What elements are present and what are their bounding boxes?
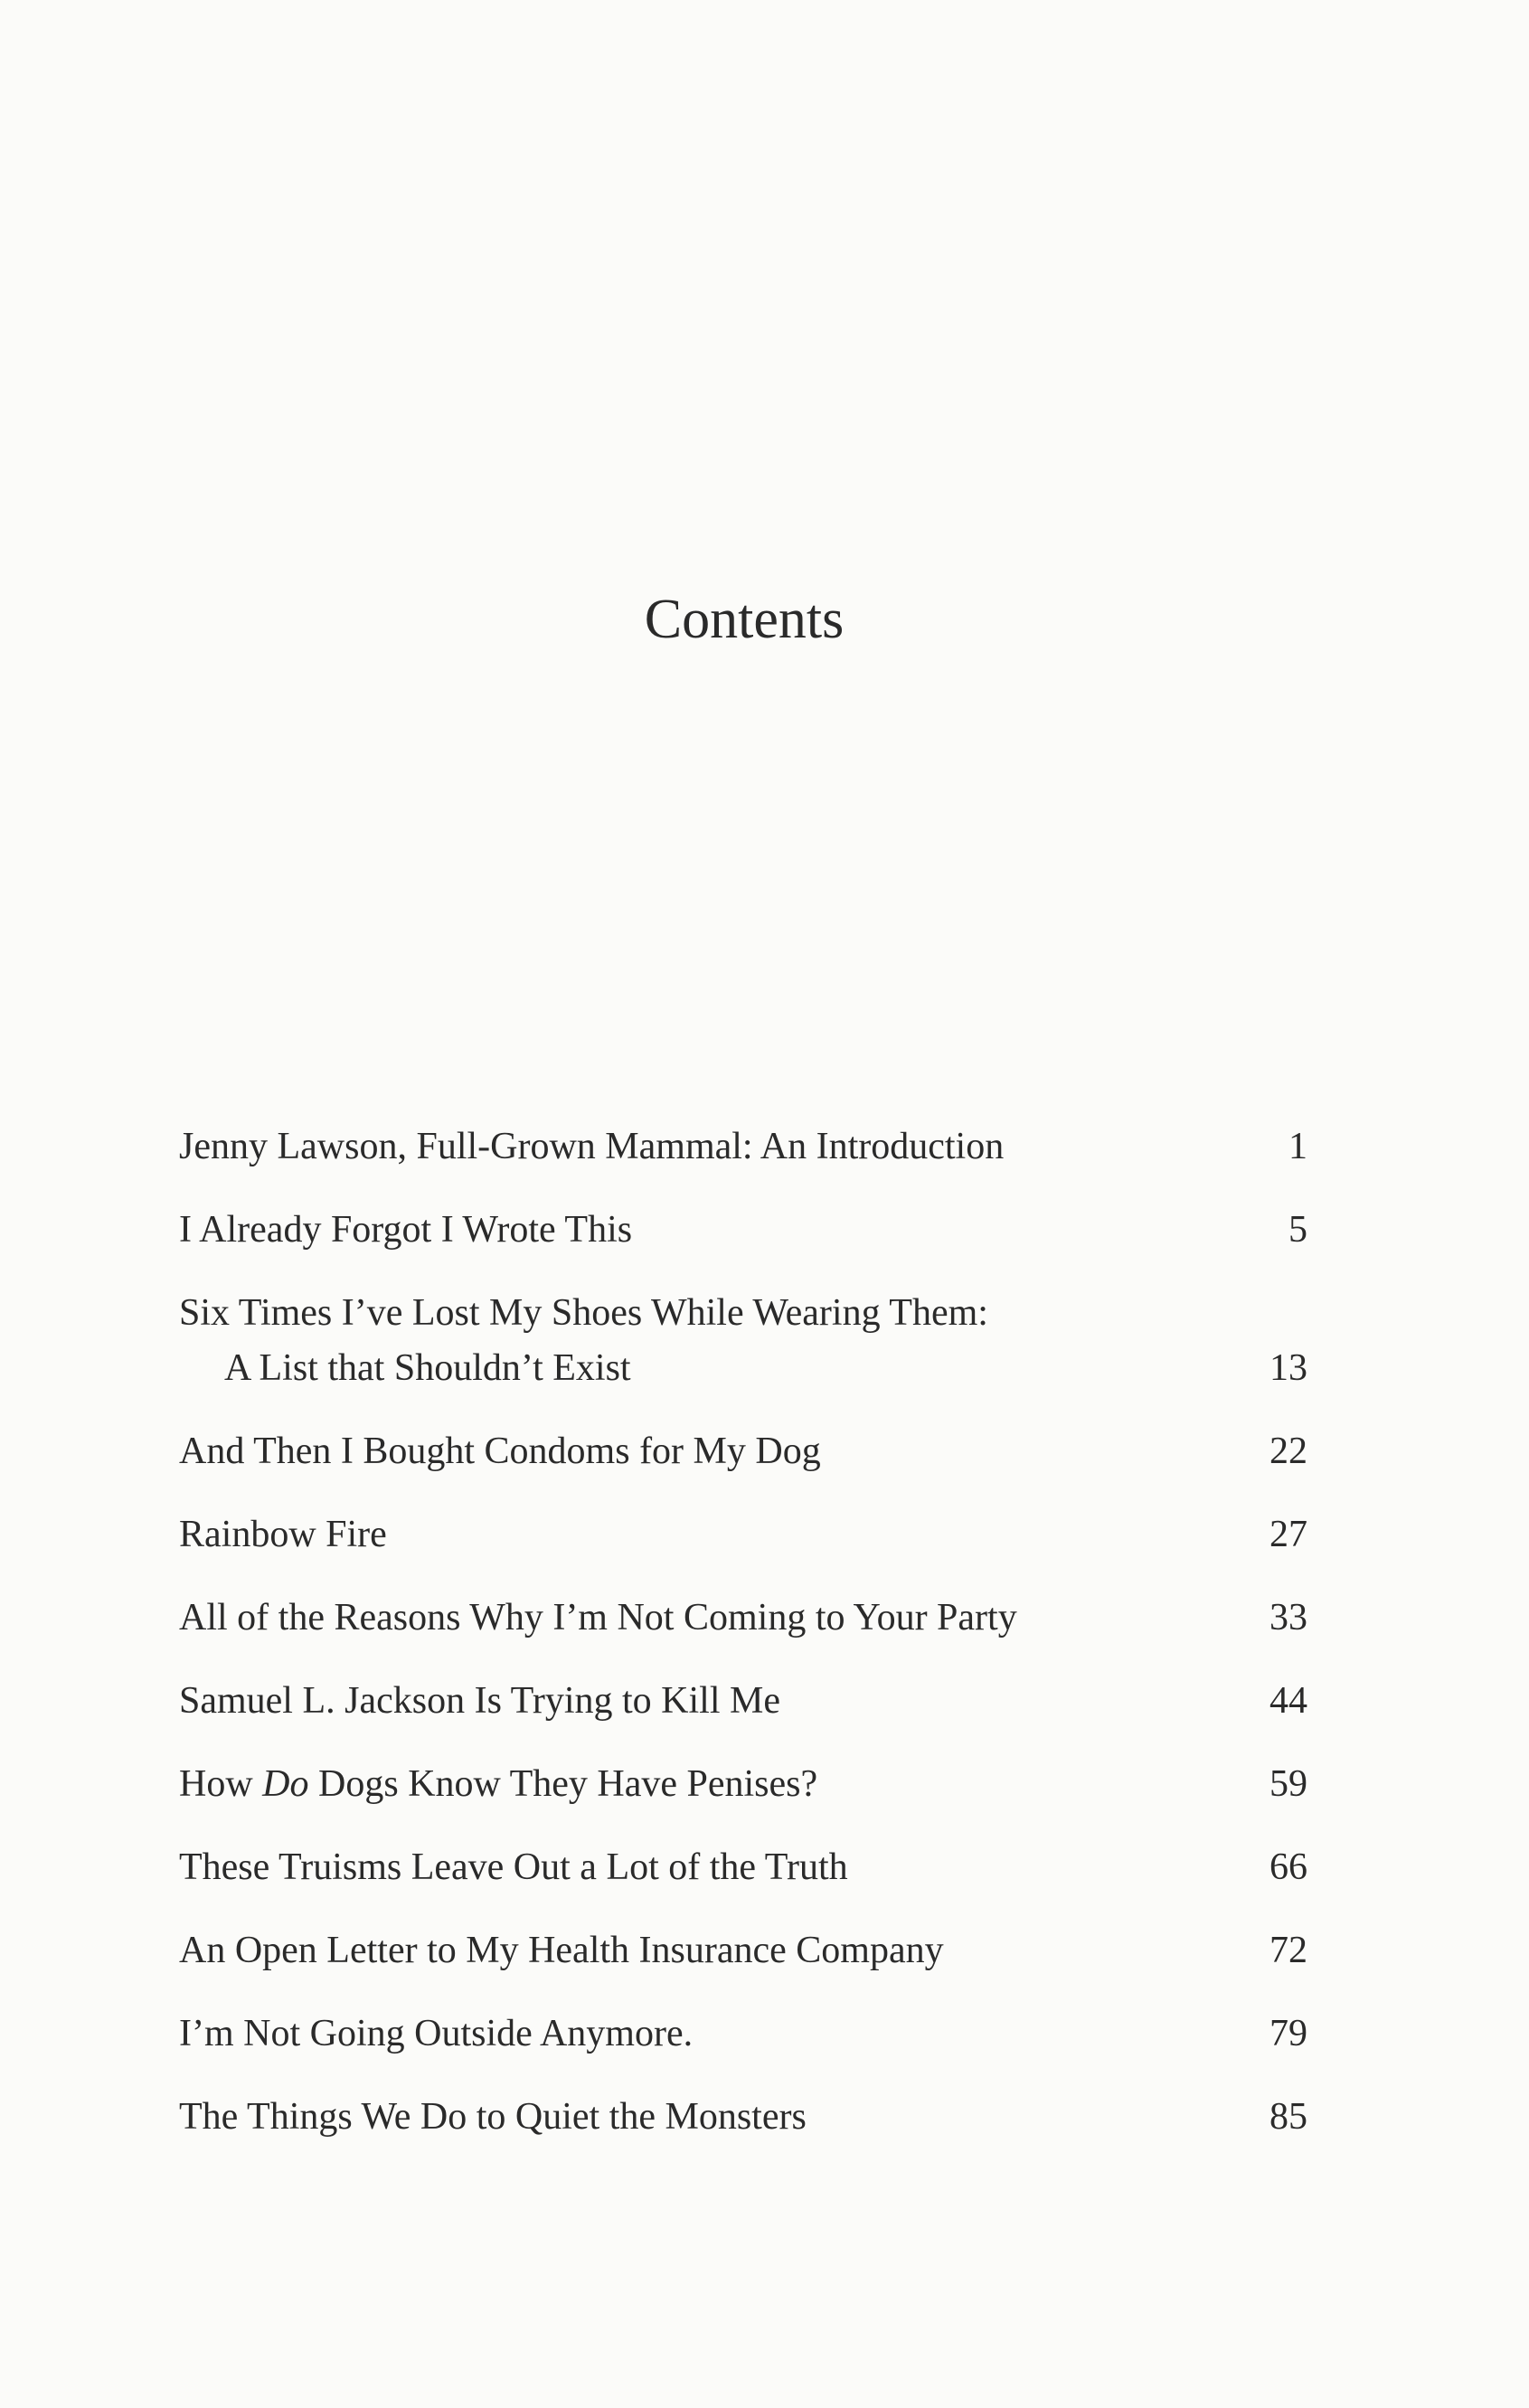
entry-page: 66 <box>1269 1846 1307 1888</box>
entry-page: 79 <box>1269 2013 1307 2054</box>
entry-title-emphasis: Do <box>262 1763 309 1805</box>
entry-title: The Things We Do to Quiet the Monsters <box>179 2096 807 2138</box>
toc-entry <box>179 1203 1307 1258</box>
toc-entry <box>179 1591 1307 1646</box>
entry-title-part: How <box>179 1763 263 1805</box>
toc-entry <box>179 2007 1307 2062</box>
entry-title: An Open Letter to My Health Insurance Company <box>179 1930 944 1971</box>
entry-page: 1 <box>1288 1126 1307 1167</box>
toc-entry <box>179 1286 1307 1396</box>
entry-title <box>179 1757 1307 1812</box>
page-title: Contents <box>644 589 845 650</box>
entry-page: 27 <box>1269 1514 1307 1555</box>
entry-page: 5 <box>1288 1209 1307 1251</box>
toc-entry <box>179 1424 1307 1479</box>
toc-entry <box>179 1923 1307 1978</box>
entry-title: And Then I Bought Condoms for My Dog <box>179 1431 821 1472</box>
entry-title: I Already Forgot I Wrote This <box>179 1209 633 1251</box>
entry-title: All of the Reasons Why I’m Not Coming to Your Party <box>179 1597 1017 1638</box>
entry-title: Six Times I’ve Lost My Shoes While Wearing Them: <box>179 1292 988 1334</box>
entry-page: 33 <box>1269 1597 1307 1638</box>
table-of-contents <box>179 1119 1307 2173</box>
entry-page: 59 <box>1269 1763 1307 1805</box>
entry-title: These Truisms Leave Out a Lot of the Truth <box>179 1846 848 1888</box>
entry-title: Jenny Lawson, Full-Grown Mammal: An Introduction <box>179 1126 1005 1167</box>
entry-page: 22 <box>1269 1431 1307 1472</box>
toc-entry <box>179 2090 1307 2145</box>
entry-title: Rainbow Fire <box>179 1514 387 1555</box>
toc-entry <box>179 1119 1307 1175</box>
toc-entry <box>179 1757 1307 1812</box>
entry-page: 85 <box>1269 2096 1307 2138</box>
entry-page: 13 <box>1269 1347 1307 1389</box>
entry-title-continuation: A List that Shouldn’t Exist <box>224 1347 631 1389</box>
toc-entry <box>179 1840 1307 1895</box>
entry-title: I’m Not Going Outside Anymore. <box>179 2013 694 2054</box>
entry-page: 44 <box>1269 1680 1307 1722</box>
toc-entry <box>179 1674 1307 1729</box>
entry-title-part: Dogs Know They Have Penises? <box>308 1763 818 1805</box>
entry-title: Samuel L. Jackson Is Trying to Kill Me <box>179 1680 781 1722</box>
entry-page: 72 <box>1269 1930 1307 1971</box>
toc-entry <box>179 1507 1307 1563</box>
